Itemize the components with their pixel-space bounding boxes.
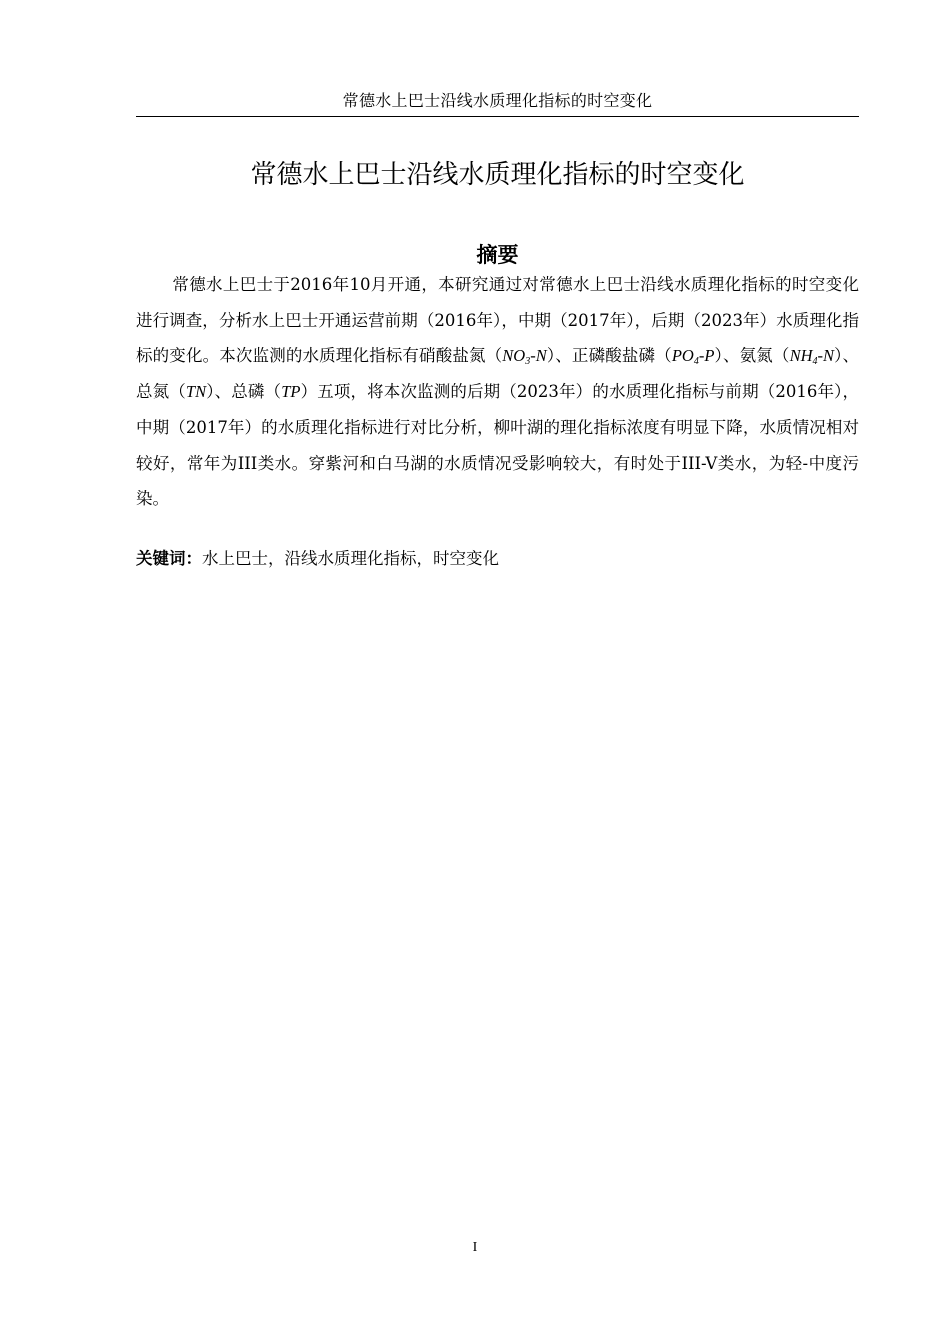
formula-orthophosphate-phosphorus (671, 346, 715, 368)
abstract-text-3: ）、氨氮（ (714, 346, 790, 366)
formula-nitrate-nitrogen (502, 346, 547, 368)
formula-subscript: 3 (525, 356, 531, 368)
formula-tail: -N (530, 346, 547, 366)
abstract-heading: 摘要 (476, 243, 519, 267)
keywords-label: 关键词： (136, 549, 202, 568)
abstract-text-2: ）、正磷酸盐磷（ (546, 346, 672, 366)
formula-main: NO (502, 346, 526, 366)
abstract-text-5: ）、总磷（ (206, 382, 282, 402)
formula-main: PO (671, 346, 694, 366)
abstract-text-4: ）、总氮（ (136, 346, 860, 402)
document-title: 常德水上巴士沿线水质理化指标的时空变化 (250, 160, 745, 190)
page-number: I (472, 1240, 478, 1255)
formula-ammonia-nitrogen (789, 346, 834, 368)
abstract-text-1: 常德水上巴士于2016年10月开通，本研究通过对常德水上巴士沿线水质理化指标的时空变化进行调查，分析水上巴士开通运营前期（2016年），中期（2017年），后期（2023年）水质理化指标的变化。本次监测的水质理化指标有硝酸盐氮（ (136, 275, 859, 366)
header-rule (136, 116, 859, 117)
formula-subscript: 4 (693, 356, 699, 368)
abstract-text-6: ）五项，将本次监测的后期（2023年）的水质理化指标与前期（2016年），中期（2017年）的水质理化指标进行对比分析，柳叶湖的理化指标浓度有明显下降，水质情况相对较好，常年为III类水。穿紫河和白马湖的水质情况受影响较大，有时处于III-V类水，为轻-中度污染。 (136, 382, 860, 509)
running-header: 常德水上巴士沿线水质理化指标的时空变化 (342, 91, 653, 110)
abstract-body (136, 267, 859, 517)
formula-total-phosphorus: TP (281, 382, 301, 402)
formula-subscript: 4 (812, 356, 818, 368)
formula-main: NH (789, 346, 813, 366)
formula-tail: -N (817, 346, 834, 366)
keywords-text: 水上巴士，沿线水质理化指标，时空变化 (202, 549, 499, 568)
formula-tail: -P (698, 346, 715, 366)
formula-total-nitrogen: TN (185, 382, 207, 402)
keywords (136, 544, 859, 574)
